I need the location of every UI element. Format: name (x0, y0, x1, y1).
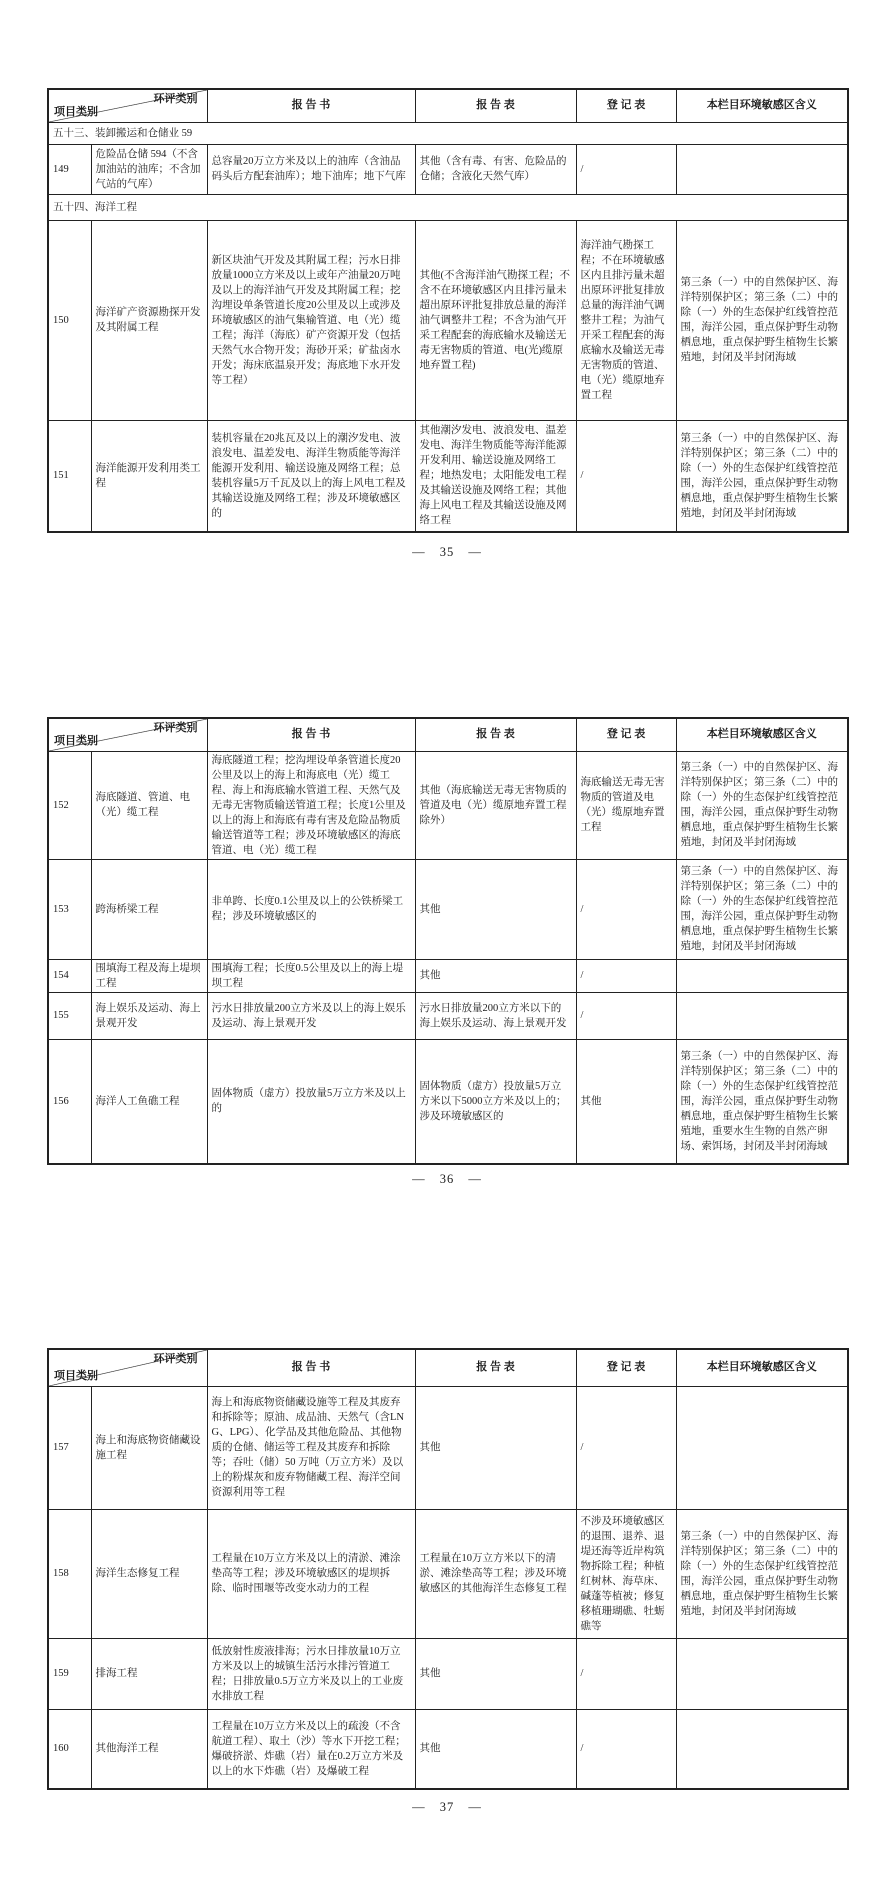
row-number-cell: 152 (48, 751, 91, 859)
report-book-cell: 新区块油气开发及其附属工程；污水日排放量1000立方米及以上或年产油量20万吨及以上的海洋油气开发及其附属工程；挖沟埋设单条管道长度20公里及以上或涉及环境敏感区的油气集输管道、电（光）缆工程；海洋（海底）矿产资源开发（包括天然气水合物开发；海砂开采；矿盐卤水开发；海床底温泉开发；海底地下水开发等工程） (207, 220, 415, 420)
sensitive-zone-cell (676, 1386, 848, 1509)
header-project-category-label: 项目类别 (54, 1369, 98, 1382)
table-row (48, 992, 848, 1039)
table-row (48, 859, 848, 959)
header-registration-form: 登 记 表 (576, 89, 676, 122)
sensitive-zone-cell: 第三条（一）中的自然保护区、海洋特别保护区；第三条（二）中的除（一）外的生态保护红线管控范围，海洋公园，重点保护野生动物栖息地，重点保护野生植物生长繁殖地，封闭及半封闭海域 (676, 859, 848, 959)
registration-form-cell: 其他 (576, 1039, 676, 1164)
sensitive-zone-cell (676, 1709, 848, 1789)
report-book-cell: 总容量20万立方米及以上的油库（含油品码头后方配套油库）；地下油库；地下气库 (207, 144, 415, 194)
sensitive-zone-cell: 第三条（一）中的自然保护区、海洋特别保护区；第三条（二）中的除（一）外的生态保护红线管控范围，海洋公园，重点保护野生动物栖息地，重点保护野生植物生长繁殖地，封闭及半封闭海域 (676, 1509, 848, 1638)
header-sensitive-zone: 本栏目环境敏感区含义 (676, 718, 848, 751)
report-book-cell: 固体物质（虚方）投放量5万立方米及以上的 (207, 1039, 415, 1164)
report-book-cell: 非单跨、长度0.1公里及以上的公铁桥梁工程；涉及环境敏感区的 (207, 859, 415, 959)
project-category-cell: 海底隧道、管道、电（光）缆工程 (91, 751, 207, 859)
registration-form-cell: / (576, 1709, 676, 1789)
table-row (48, 1509, 848, 1638)
eia-classification-table (47, 717, 849, 1165)
sensitive-zone-cell (676, 959, 848, 992)
header-diagonal-cell (48, 718, 207, 751)
project-category-cell: 海洋生态修复工程 (91, 1509, 207, 1638)
report-book-cell: 污水日排放量200立方米及以上的海上娱乐及运动、海上景观开发 (207, 992, 415, 1039)
registration-form-cell: / (576, 959, 676, 992)
registration-form-cell: / (576, 1386, 676, 1509)
header-report-book: 报 告 书 (207, 1349, 415, 1386)
registration-form-cell: / (576, 859, 676, 959)
header-report-book: 报 告 书 (207, 89, 415, 122)
project-category-cell: 危险品仓储 594（不含加油站的油库；不含加气站的气库） (91, 144, 207, 194)
section-title: 五十三、装卸搬运和仓储业 59 (48, 122, 848, 144)
registration-form-cell: 海洋油气勘探工程；不在环境敏感区内且排污量未超出原环评批复排放总量的海洋油气调整井工程；为油气开采工程配套的海底输水及输送无毒无害物质的管道、电（光）缆原地弃置工程 (576, 220, 676, 420)
section-title: 五十四、海洋工程 (48, 194, 848, 220)
project-category-cell: 排海工程 (91, 1638, 207, 1709)
project-category-cell: 海上和海底物资储藏设施工程 (91, 1386, 207, 1509)
row-number-cell: 151 (48, 420, 91, 532)
section-row (48, 122, 848, 144)
registration-form-cell: 海底输送无毒无害物质的管道及电（光）缆原地弃置工程 (576, 751, 676, 859)
header-report-form: 报 告 表 (415, 1349, 576, 1386)
report-form-cell: 固体物质（虚方）投放量5万立方米以下5000立方米及以上的；涉及环境敏感区的 (415, 1039, 576, 1164)
sensitive-zone-cell (676, 144, 848, 194)
row-number-cell: 155 (48, 992, 91, 1039)
page-number-36: — 36 — (412, 1172, 482, 1186)
project-category-cell: 跨海桥梁工程 (91, 859, 207, 959)
report-form-cell: 其他(不含海洋油气勘探工程；不含不在环境敏感区内且排污量未超出原环评批复排放总量的海洋油气调整井工程；不含为油气开采工程配套的海底输水及输送无毒无害物质的管道、电(光)缆原地弃置工程) (415, 220, 576, 420)
registration-form-cell: / (576, 144, 676, 194)
header-diagonal-cell (48, 1349, 207, 1386)
project-category-cell: 围填海工程及海上堤坝工程 (91, 959, 207, 992)
row-number-cell: 157 (48, 1386, 91, 1509)
table-row (48, 751, 848, 859)
report-form-cell: 其他 (415, 1638, 576, 1709)
header-report-form: 报 告 表 (415, 89, 576, 122)
project-category-cell: 海上娱乐及运动、海上景观开发 (91, 992, 207, 1039)
report-book-cell: 装机容量在20兆瓦及以上的潮汐发电、波浪发电、温差发电、海洋生物质能等海洋能源开发利用、输送设施及网络工程；总装机容量5万千瓦及以上的海上风电工程及其输送设施及网络工程；涉及环境敏感区的 (207, 420, 415, 532)
registration-form-cell: / (576, 1638, 676, 1709)
row-number-cell: 158 (48, 1509, 91, 1638)
row-number-cell: 150 (48, 220, 91, 420)
header-diagonal-cell (48, 89, 207, 122)
table-row (48, 1638, 848, 1709)
header-eia-category-label: 环评类别 (153, 93, 198, 105)
classification-table-page-36 (47, 717, 847, 1165)
report-book-cell: 海底隧道工程；挖沟埋设单条管道长度20公里及以上的海上和海底电（光）缆工程、海上和海底输水管道工程、天然气及无毒无害物质输送管道工程；长度1公里及以上的海上和海底有毒有害及危险品物质输送管道等工程；涉及环境敏感区的海底管道、电（光）缆工程 (207, 751, 415, 859)
row-number-cell: 149 (48, 144, 91, 194)
page-number-35: — 35 — (412, 545, 482, 559)
report-book-cell: 围填海工程；长度0.5公里及以上的海上堤坝工程 (207, 959, 415, 992)
report-book-cell: 低放射性废液排海；污水日排放量10万立方米及以上的城镇生活污水排污管道工程；日排放量0.5万立方米及以上的工业废水排放工程 (207, 1638, 415, 1709)
header-report-book: 报 告 书 (207, 718, 415, 751)
registration-form-cell: 不涉及环境敏感区的退围、退养、退堤还海等近岸构筑物拆除工程；种植红树林、海草床、碱蓬等植被；修复移植珊瑚礁、牡蛎礁等 (576, 1509, 676, 1638)
row-number-cell: 159 (48, 1638, 91, 1709)
header-eia-category-label: 环评类别 (153, 1353, 198, 1365)
table-row (48, 959, 848, 992)
report-form-cell: 其他 (415, 1386, 576, 1509)
header-report-form: 报 告 表 (415, 718, 576, 751)
table-row (48, 144, 848, 194)
section-row (48, 194, 848, 220)
row-number-cell: 153 (48, 859, 91, 959)
report-form-cell: 工程量在10万立方米以下的清淤、滩涂垫高等工程；涉及环境敏感区的其他海洋生态修复工程 (415, 1509, 576, 1638)
sensitive-zone-cell (676, 992, 848, 1039)
table-row (48, 1386, 848, 1509)
report-form-cell: 其他潮汐发电、波浪发电、温差发电、海洋生物质能等海洋能源开发利用、输送设施及网络工程；地热发电；太阳能发电工程及其输送设施及网络工程；其他海上风电工程及其输送设施及网络工程 (415, 420, 576, 532)
project-category-cell: 海洋能源开发利用类工程 (91, 420, 207, 532)
table-row (48, 220, 848, 420)
header-registration-form: 登 记 表 (576, 1349, 676, 1386)
sensitive-zone-cell: 第三条（一）中的自然保护区、海洋特别保护区；第三条（二）中的除（一）外的生态保护红线管控范围，海洋公园，重点保护野生动物栖息地，重点保护野生植物生长繁殖地，封闭及半封闭海域 (676, 220, 848, 420)
sensitive-zone-cell (676, 1638, 848, 1709)
classification-table-page-37 (47, 1348, 847, 1790)
project-category-cell: 海洋矿产资源勘探开发及其附属工程 (91, 220, 207, 420)
registration-form-cell: / (576, 420, 676, 532)
report-book-cell: 工程量在10万立方米及以上的疏浚（不含航道工程）、取土（沙）等水下开挖工程；爆破挤淤、炸礁（岩）量在0.2万立方米及以上的水下炸礁（岩）及爆破工程 (207, 1709, 415, 1789)
classification-table-page-35 (47, 88, 847, 533)
sensitive-zone-cell: 第三条（一）中的自然保护区、海洋特别保护区；第三条（二）中的除（一）外的生态保护红线管控范围，海洋公园，重点保护野生动物栖息地，重点保护野生植物生长繁殖地，封闭及半封闭海域 (676, 751, 848, 859)
row-number-cell: 160 (48, 1709, 91, 1789)
report-form-cell: 其他 (415, 1709, 576, 1789)
header-registration-form: 登 记 表 (576, 718, 676, 751)
header-project-category-label: 项目类别 (54, 734, 98, 747)
report-form-cell: 其他 (415, 959, 576, 992)
report-form-cell: 其他（海底输送无毒无害物质的管道及电（光）缆原地弃置工程除外） (415, 751, 576, 859)
table-row (48, 1709, 848, 1789)
eia-classification-table (47, 1348, 849, 1790)
report-form-cell: 其他（含有毒、有害、危险品的仓储；含液化天然气库） (415, 144, 576, 194)
project-category-cell: 其他海洋工程 (91, 1709, 207, 1789)
eia-classification-table (47, 88, 849, 533)
row-number-cell: 154 (48, 959, 91, 992)
header-sensitive-zone: 本栏目环境敏感区含义 (676, 1349, 848, 1386)
report-book-cell: 工程量在10万立方米及以上的清淤、滩涂垫高等工程；涉及环境敏感区的堤坝拆除、临时围堰等改变水动力的工程 (207, 1509, 415, 1638)
row-number-cell: 156 (48, 1039, 91, 1164)
report-form-cell: 污水日排放量200立方米以下的海上娱乐及运动、海上景观开发 (415, 992, 576, 1039)
report-book-cell: 海上和海底物资储藏设施等工程及其废弃和拆除等；原油、成品油、天然气（含LNG、LPG）、化学品及其他危险品、其他物质的仓储、储运等工程及其废弃和拆除等；吞吐（储）50 万吨（万立方米）及以上的粉煤灰和废弃物储藏工程、海洋空间资源利用等工程 (207, 1386, 415, 1509)
sensitive-zone-cell: 第三条（一）中的自然保护区、海洋特别保护区；第三条（二）中的除（一）外的生态保护红线管控范围，海洋公园，重点保护野生动物栖息地，重点保护野生植物生长繁殖地，封闭及半封闭海域 (676, 420, 848, 532)
table-row (48, 1039, 848, 1164)
project-category-cell: 海洋人工鱼礁工程 (91, 1039, 207, 1164)
header-project-category-label: 项目类别 (54, 105, 98, 118)
registration-form-cell: / (576, 992, 676, 1039)
page-number-37: — 37 — (412, 1800, 482, 1814)
sensitive-zone-cell: 第三条（一）中的自然保护区、海洋特别保护区；第三条（二）中的除（一）外的生态保护红线管控范围，海洋公园，重点保护野生动物栖息地，重点保护野生植物生长繁殖地，重要水生生物的自然产卵场、索饵场，封闭及半封闭海域 (676, 1039, 848, 1164)
header-sensitive-zone: 本栏目环境敏感区含义 (676, 89, 848, 122)
table-row (48, 420, 848, 532)
report-form-cell: 其他 (415, 859, 576, 959)
header-eia-category-label: 环评类别 (153, 722, 198, 734)
